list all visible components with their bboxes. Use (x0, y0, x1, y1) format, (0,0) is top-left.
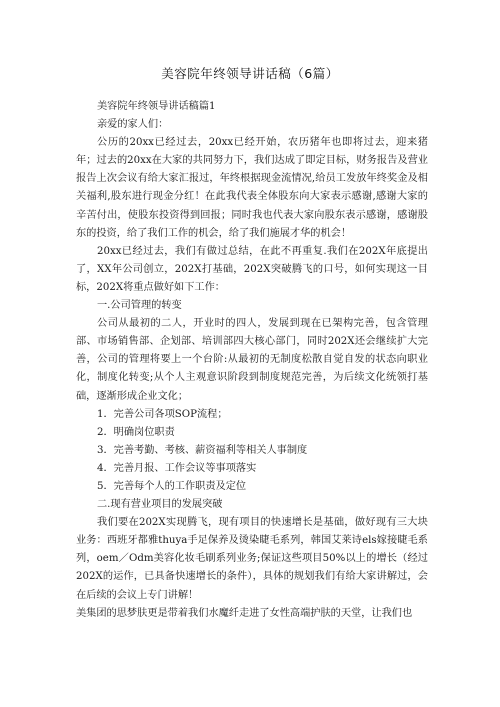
greeting: 亲爱的家人们： (97, 119, 169, 131)
document-body (76, 98, 428, 623)
paragraph-1: 公历的20xx已经过去，20xx已经开始，农历猪年也即将过去，迎来猪年；过去的20xx在大家的共同努力下，我们达成了即定目标，财务报告及营业报告上次会议有给大家汇报过，年终根据现金流情况,给员工发放年终奖金及相关福利,股东进行现金分红！在此我代表全体股东向大家表示感谢,感谢大家的辛苦付出，使股东投资得到回报；同时我也代表大家向股东表示感谢，感谢股东的投资，给了我们工作的机会，给了我们施展才华的机会！ (76, 137, 428, 239)
paragraph-2: 20xx已经过去，我们有做过总结，在此不再重复.我们在202X年底提出了，XX年公司创立，202X打基础，202X突破腾飞的口号，如何实现这一目标，202X将重点做好如下工作： (76, 245, 428, 293)
section-2-heading: 二.现有营业项目的发展突破 (97, 499, 223, 511)
article-subtitle: 美容院年终领导讲话稿篇1 (97, 101, 216, 112)
list-item: 3．完善考勤、考核、薪资福利等相关人事制度 (97, 444, 308, 456)
list-item: 2．明确岗位职责 (97, 426, 175, 438)
list-item: 1．完善公司各项SOP流程； (97, 408, 228, 420)
section-2-paragraph: 我们要在202X实现腾飞，现有项目的快速增长是基础，做好现有三大块业务：西班牙都雅thuya手足保养及烫染睫毛系列，韩国艾莱诗els嫁接睫毛系列，oem／Odm美容化妆毛刷系列业务;保证这些项目50%以上的增长（经过202X的运作，已具备快速增长的条件），具体的规划我们有给大家讲解过，会在后续的会议上专门讲解！ (76, 517, 428, 601)
list-item: 5．完善每个人的工作职责及定位 (97, 480, 247, 492)
last-line: 美集团的思梦肤更是带着我们水魔纤走进了女性高端护肤的天堂，让我们也 (76, 607, 413, 619)
section-1-heading: 一.公司管理的转变 (97, 300, 182, 312)
list-item: 4．完善月报、工作会议等事项落实 (97, 462, 257, 474)
section-1-paragraph: 公司从最初的二人，开业时的四人，发展到现在已架构完善，包含管理部、市场销售部、企划部、培训部四大核心部门，同时202X还会继续扩大完善，公司的管理将要上一个台阶:从最初的无制度松散自觉自发的状态向职业化，制度化转变;从个人主观意识阶段到制度规范完善，为后续文化统领打基础，逐渐形成企业文化； (76, 318, 428, 402)
document-title: 美容院年终领导讲话稿（6篇） (161, 66, 339, 81)
